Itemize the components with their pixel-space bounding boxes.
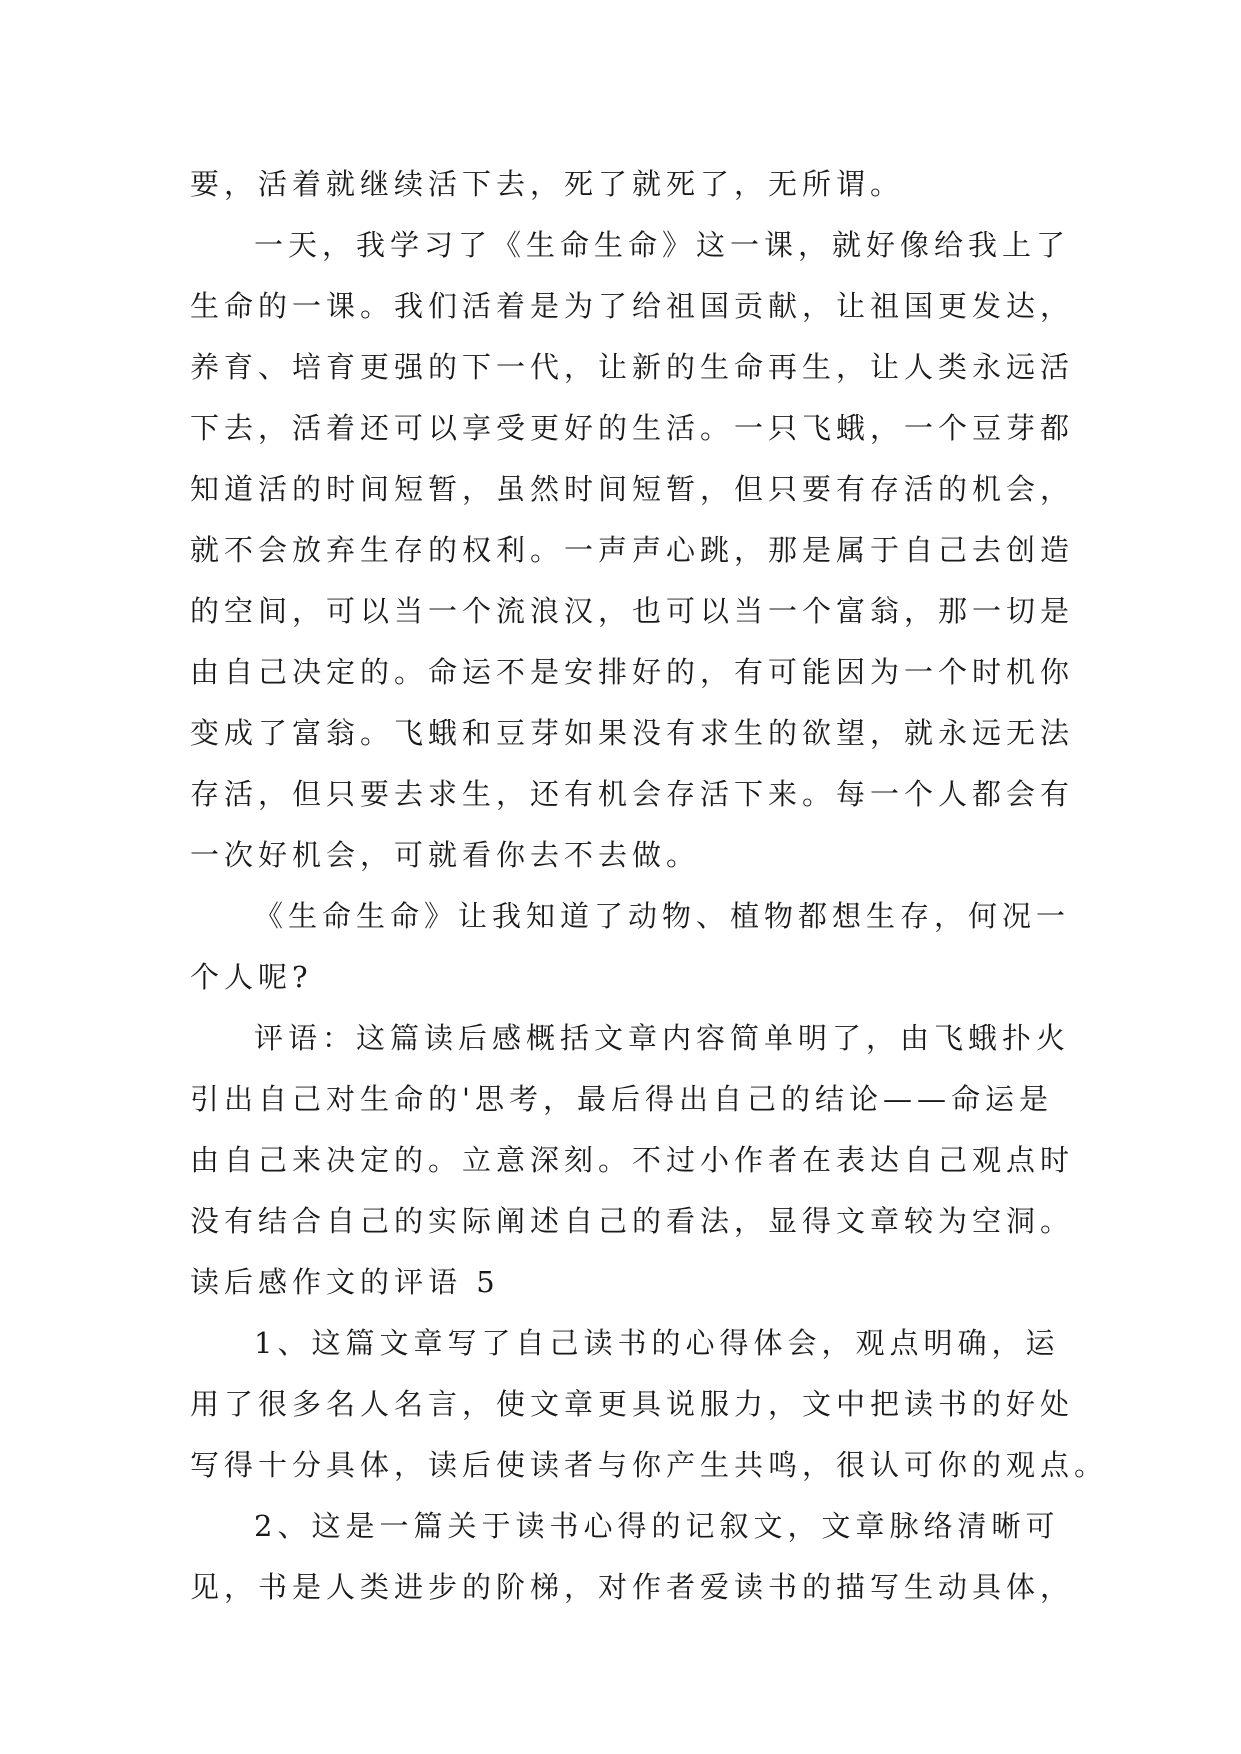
text-line: 一次好机会，可就看你去不去做。	[190, 838, 701, 872]
text-line: 引出自己对生命的'思考，最后得出自己的结论——命运是	[190, 1082, 1053, 1116]
list-item-1-start: 1、这篇文章写了自己读书的心得体会，观点明确，运	[254, 1326, 1060, 1360]
text-line: 写得十分具体，读后使读者与你产生共鸣，很认可你的观点。	[190, 1448, 1109, 1482]
text-line: 由自己来决定的。立意深刻。不过小作者在表达自己观点时	[190, 1143, 1075, 1177]
text-line: 见，书是人类进步的阶梯，对作者爱读书的描写生动具体，	[190, 1570, 1075, 1604]
document-body	[190, 154, 1109, 1618]
text-line: 由自己决定的。命运不是安排好的，有可能因为一个时机你	[190, 655, 1075, 689]
text-line: 存活，但只要去求生，还有机会存活下来。每一个人都会有	[190, 777, 1075, 811]
text-line: 的空间，可以当一个流浪汉，也可以当一个富翁，那一切是	[190, 594, 1075, 628]
text-line: 知道活的时间短暂，虽然时间短暂，但只要有存活的机会，	[190, 472, 1075, 506]
text-line: 养育、培育更强的下一代，让新的生命再生，让人类永远活	[190, 350, 1075, 384]
text-line: 下去，活着还可以享受更好的生活。一只飞蛾，一个豆芽都	[190, 411, 1075, 445]
list-item-2-start: 2、这是一篇关于读书心得的记叙文，文章脉络清晰可	[254, 1509, 1060, 1543]
text-line: 要，活着就继续活下去，死了就死了，无所谓。	[190, 167, 905, 201]
comment-start-line: 评语：这篇读后感概括文章内容简单明了，由飞蛾扑火	[254, 1021, 1071, 1055]
section-heading: 读后感作文的评语 5	[190, 1265, 500, 1299]
text-line: 个人呢?	[190, 960, 313, 994]
text-line: 用了很多名人名言，使文章更具说服力，文中把读书的好处	[190, 1387, 1075, 1421]
paragraph-start-line: 一天，我学习了《生命生命》这一课，就好像给我上了	[254, 228, 1071, 262]
text-line: 变成了富翁。飞蛾和豆芽如果没有求生的欲望，就永远无法	[190, 716, 1075, 750]
paragraph-start-line: 《生命生命》让我知道了动物、植物都想生存，何况一	[254, 899, 1071, 933]
text-line: 就不会放弃生存的权利。一声声心跳，那是属于自己去创造	[190, 533, 1075, 567]
text-line: 没有结合自己的实际阐述自己的看法，显得文章较为空洞。	[190, 1204, 1075, 1238]
text-line: 生命的一课。我们活着是为了给祖国贡献，让祖国更发达，	[190, 289, 1075, 323]
